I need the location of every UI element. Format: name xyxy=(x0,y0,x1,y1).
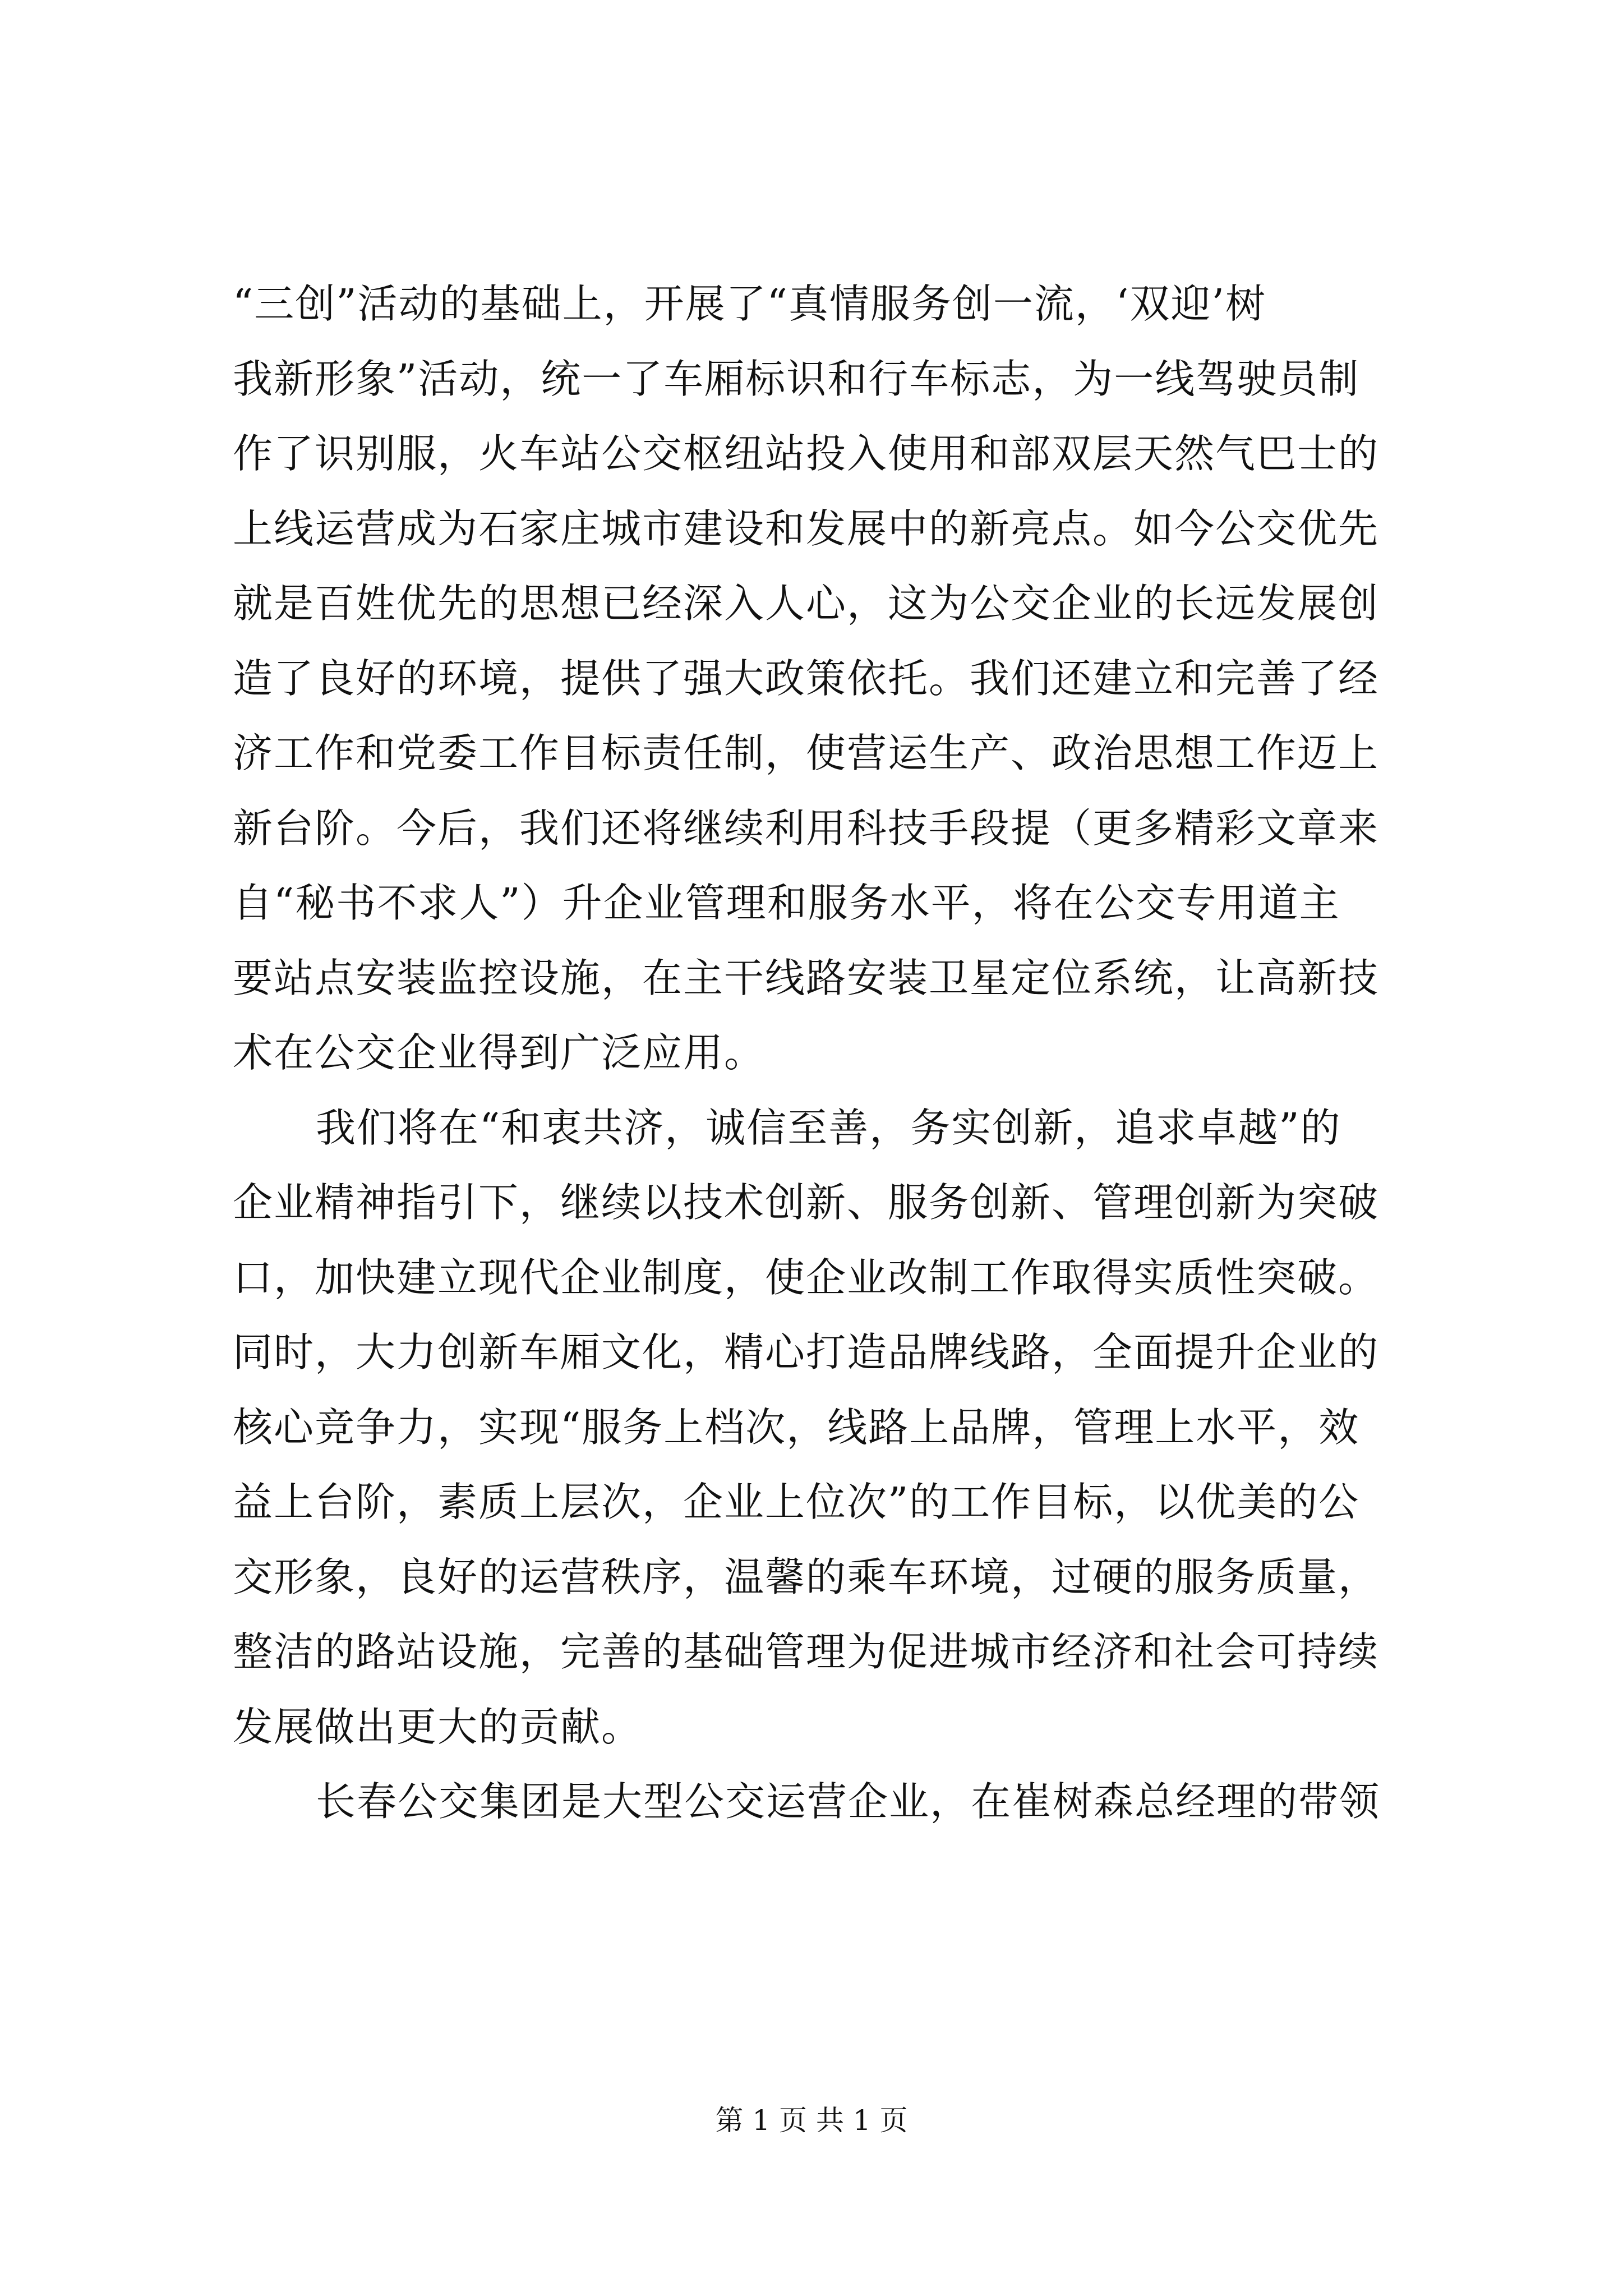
page-footer xyxy=(0,2101,1623,2140)
text-line: 口，加快建立现代企业制度，使企业改制工作取得实质性突破。 xyxy=(233,1254,1380,1301)
text-line: 发展做出更大的贡献。 xyxy=(233,1703,643,1750)
text-line: 自“秘书不求人”）升企业管理和服务水平，将在公交专用道主 xyxy=(233,880,1340,926)
text-line: 益上台阶，素质上层次，企业上位次”的工作目标，以优美的公 xyxy=(233,1479,1360,1525)
text-line-indented: 长春公交集团是大型公交运营企业，在崔树森总经理的带领 xyxy=(316,1778,1381,1825)
text-line: 要站点安装监控设施，在主干线路安装卫星定位系统，让高新技 xyxy=(233,954,1380,1001)
text-line: 同时，大力创新车厢文化，精心打造品牌线路，全面提升企业的 xyxy=(233,1329,1380,1375)
text-line: 新台阶。今后，我们还将继续利用科技手段提（更多精彩文章来 xyxy=(233,804,1380,852)
text-line: 就是百姓优先的思想已经深入人心，这为公交企业的长远发展创 xyxy=(233,580,1380,627)
text-line: 我新形象”活动，统一了车厢标识和行车标志，为一线驾驶员制 xyxy=(233,355,1360,402)
text-line: 上线运营成为石家庄城市建设和发展中的新亮点。如今公交优先 xyxy=(233,505,1380,552)
text-line: 整洁的路站设施，完善的基础管理为促进城市经济和社会可持续 xyxy=(233,1628,1380,1675)
paragraph-3 xyxy=(233,1764,1423,1839)
paragraph-1 xyxy=(233,266,1423,1091)
text-line: 企业精神指引下，继续以技术创新、服务创新、管理创新为突破 xyxy=(233,1179,1380,1226)
text-line: 交形象，良好的运营秩序，温馨的乘车环境，过硬的服务质量， xyxy=(233,1553,1380,1600)
text-line: 术在公交企业得到广泛应用。 xyxy=(233,1029,766,1076)
page-number-label: 第 1 页 共 1 页 xyxy=(715,2104,908,2137)
text-line: 作了识别服，火车站公交枢纽站投入使用和部双层天然气巴士的 xyxy=(233,430,1380,477)
text-line: 济工作和党委工作目标责任制，使营运生产、政治思想工作迈上 xyxy=(233,730,1380,776)
paragraph-2 xyxy=(233,1091,1423,1765)
text-line: 造了良好的环境，提供了强大政策依托。我们还建立和完善了经 xyxy=(233,655,1380,702)
text-line-indented: 我们将在“和衷共济，诚信至善，务实创新，追求卓越”的 xyxy=(316,1104,1341,1151)
document-body xyxy=(233,266,1423,1839)
text-line: 核心竞争力，实现“服务上档次，线路上品牌，管理上水平，效 xyxy=(233,1404,1360,1451)
text-line: “三创”活动的基础上，开展了“真情服务创一流，‘双迎’树 xyxy=(233,280,1267,327)
